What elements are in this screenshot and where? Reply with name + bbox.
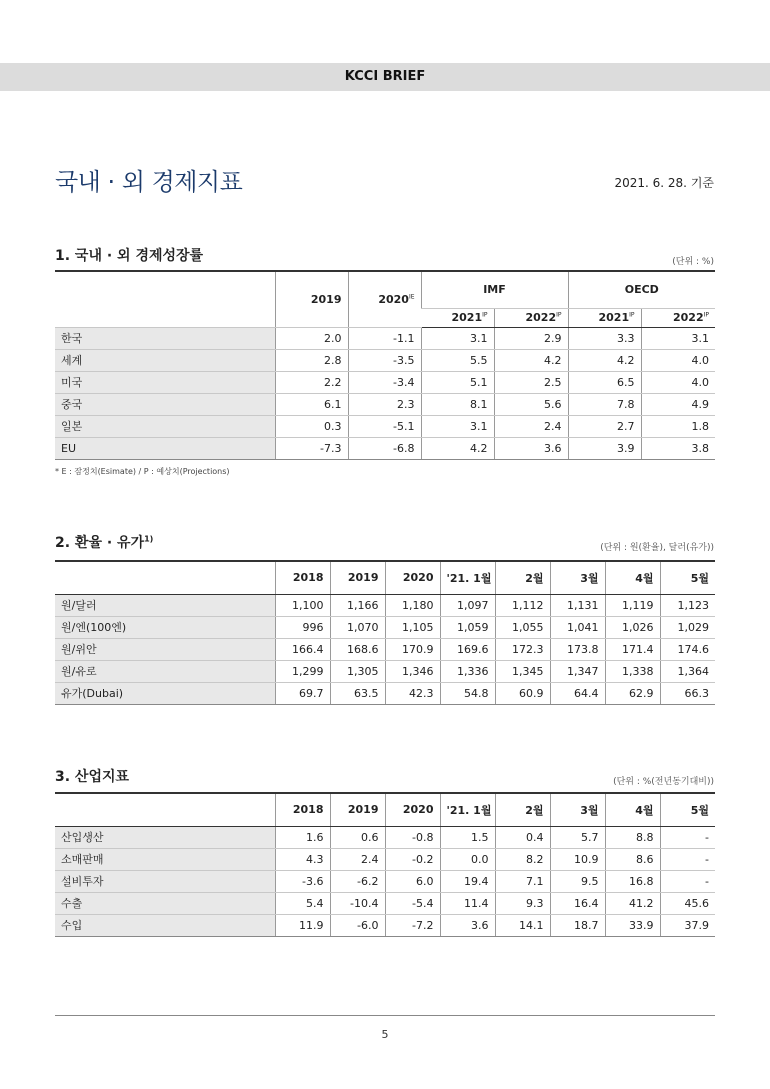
industry-col-7: 5월: [660, 793, 715, 826]
row-label: 원/엔(100엔): [55, 616, 275, 638]
cell-value: 4.0: [641, 349, 715, 371]
cell-value: 5.1: [421, 371, 494, 393]
cell-value: 1,305: [330, 660, 385, 682]
row-label: 일본: [55, 415, 275, 437]
cell-value: 11.9: [275, 914, 330, 936]
section3-title: 3. 산업지표: [55, 769, 130, 785]
cell-value: 1,097: [440, 594, 495, 616]
cell-value: -6.2: [330, 870, 385, 892]
page-number: 5: [381, 1028, 389, 1041]
growth-row: [55, 349, 715, 371]
footer-divider: [55, 1015, 715, 1016]
cell-value: 54.8: [440, 682, 495, 704]
row-label: 미국: [55, 371, 275, 393]
cell-value: 0.0: [440, 848, 495, 870]
cell-value: 1,346: [385, 660, 440, 682]
cell-value: 2.9: [494, 327, 568, 349]
cell-value: -3.4: [348, 371, 421, 393]
growth-row: [55, 437, 715, 459]
cell-value: 1,364: [660, 660, 715, 682]
cell-value: 2.0: [275, 327, 348, 349]
growth-group-imf: IMF: [421, 271, 568, 308]
exchange-col-3: '21. 1월: [440, 561, 495, 594]
cell-value: 2.7: [568, 415, 641, 437]
cell-value: -0.8: [385, 826, 440, 848]
cell-value: 69.7: [275, 682, 330, 704]
exchange-row: [55, 660, 715, 682]
cell-value: 3.9: [568, 437, 641, 459]
cell-value: -1.1: [348, 327, 421, 349]
growth-subcol-3: $2022^{IP}$: [641, 308, 715, 327]
cell-value: 8.2: [495, 848, 550, 870]
industry-row: [55, 914, 715, 936]
cell-value: 6.1: [275, 393, 348, 415]
cell-value: 1.8: [641, 415, 715, 437]
growth-footnote: * E : 잠정치(Esimate) / P : 예상치(Projections): [55, 467, 230, 476]
section2-unit: (단위 : 원(환율), 달러(유가)): [600, 543, 714, 553]
growth-rate-table: [55, 270, 715, 460]
cell-value: 8.6: [605, 848, 660, 870]
brief-header-bar: [0, 63, 770, 91]
row-label: 원/달러: [55, 594, 275, 616]
row-label: 수출: [55, 892, 275, 914]
cell-value: 42.3: [385, 682, 440, 704]
cell-value: -10.4: [330, 892, 385, 914]
cell-value: 1,055: [495, 616, 550, 638]
growth-row: [55, 393, 715, 415]
row-label: 한국: [55, 327, 275, 349]
cell-value: 16.8: [605, 870, 660, 892]
cell-value: 168.6: [330, 638, 385, 660]
cell-value: 1,299: [275, 660, 330, 682]
exchange-col-2: 2020: [385, 561, 440, 594]
cell-value: 171.4: [605, 638, 660, 660]
row-label: 세계: [55, 349, 275, 371]
cell-value: 62.9: [605, 682, 660, 704]
cell-value: 5.5: [421, 349, 494, 371]
cell-value: 1,166: [330, 594, 385, 616]
cell-value: 8.1: [421, 393, 494, 415]
cell-value: 996: [275, 616, 330, 638]
industry-table: [55, 792, 715, 937]
cell-value: 1,029: [660, 616, 715, 638]
cell-value: 1.6: [275, 826, 330, 848]
cell-value: 4.3: [275, 848, 330, 870]
growth-row: [55, 371, 715, 393]
growth-col-2020: $2020^{IE}$: [348, 271, 421, 327]
cell-value: 172.3: [495, 638, 550, 660]
exchange-col-4: 2월: [495, 561, 550, 594]
section1-title: 1. 국내 · 외 경제성장률: [55, 248, 204, 264]
cell-value: -5.1: [348, 415, 421, 437]
row-label: 산입생산: [55, 826, 275, 848]
growth-col-2019: 2019: [275, 271, 348, 327]
cell-value: -5.4: [385, 892, 440, 914]
cell-value: 66.3: [660, 682, 715, 704]
cell-value: 1,123: [660, 594, 715, 616]
cell-value: 5.7: [550, 826, 605, 848]
section2-title: 2. 환율 · 유가$^{1)}$: [55, 534, 154, 551]
row-label: EU: [55, 437, 275, 459]
cell-value: 4.9: [641, 393, 715, 415]
industry-col-5: 3월: [550, 793, 605, 826]
brief-brand: KCCI BRIEF: [344, 69, 426, 84]
cell-value: -7.3: [275, 437, 348, 459]
industry-col-1: 2019: [330, 793, 385, 826]
cell-value: 3.1: [421, 415, 494, 437]
cell-value: 3.1: [421, 327, 494, 349]
cell-value: -6.0: [330, 914, 385, 936]
row-label: 유가(Dubai): [55, 682, 275, 704]
cell-value: 2.4: [494, 415, 568, 437]
cell-value: 169.6: [440, 638, 495, 660]
exchange-col-0: 2018: [275, 561, 330, 594]
growth-group-oecd: OECD: [568, 271, 715, 308]
cell-value: 0.4: [495, 826, 550, 848]
cell-value: 41.2: [605, 892, 660, 914]
cell-value: 2.5: [494, 371, 568, 393]
cell-value: 1,105: [385, 616, 440, 638]
cell-value: 3.1: [641, 327, 715, 349]
cell-value: 9.3: [495, 892, 550, 914]
exchange-header-blank: [55, 561, 275, 594]
exchange-row: [55, 682, 715, 704]
cell-value: 6.0: [385, 870, 440, 892]
cell-value: 0.3: [275, 415, 348, 437]
section3-unit: (단위 : %(전년동기대비)): [613, 777, 714, 787]
cell-value: 1,100: [275, 594, 330, 616]
cell-value: 1,070: [330, 616, 385, 638]
cell-value: -: [660, 848, 715, 870]
exchange-col-6: 4월: [605, 561, 660, 594]
cell-value: 4.2: [421, 437, 494, 459]
exchange-col-1: 2019: [330, 561, 385, 594]
cell-value: 63.5: [330, 682, 385, 704]
cell-value: 11.4: [440, 892, 495, 914]
cell-value: 3.6: [440, 914, 495, 936]
row-label: 설비투자: [55, 870, 275, 892]
cell-value: 3.3: [568, 327, 641, 349]
cell-value: -6.8: [348, 437, 421, 459]
cell-value: -7.2: [385, 914, 440, 936]
cell-value: -: [660, 826, 715, 848]
cell-value: -3.6: [275, 870, 330, 892]
exchange-oil-table: [55, 560, 715, 705]
cell-value: 1.5: [440, 826, 495, 848]
exchange-col-7: 5월: [660, 561, 715, 594]
industry-col-0: 2018: [275, 793, 330, 826]
cell-value: 16.4: [550, 892, 605, 914]
cell-value: 60.9: [495, 682, 550, 704]
cell-value: 4.0: [641, 371, 715, 393]
cell-value: 170.9: [385, 638, 440, 660]
cell-value: 174.6: [660, 638, 715, 660]
industry-header-blank: [55, 793, 275, 826]
industry-col-6: 4월: [605, 793, 660, 826]
cell-value: 2.4: [330, 848, 385, 870]
cell-value: 19.4: [440, 870, 495, 892]
cell-value: 2.8: [275, 349, 348, 371]
growth-subcol-0: $2021^{IP}$: [421, 308, 494, 327]
exchange-row: [55, 638, 715, 660]
growth-subcol-2: $2021^{IP}$: [568, 308, 641, 327]
cell-value: 0.6: [330, 826, 385, 848]
industry-row: [55, 848, 715, 870]
cell-value: 1,180: [385, 594, 440, 616]
exchange-row: [55, 594, 715, 616]
industry-col-2: 2020: [385, 793, 440, 826]
row-label: 원/유로: [55, 660, 275, 682]
section1-unit: (단위 : %): [672, 257, 714, 267]
industry-row: [55, 870, 715, 892]
exchange-row: [55, 616, 715, 638]
cell-value: 7.8: [568, 393, 641, 415]
cell-value: 1,347: [550, 660, 605, 682]
cell-value: 1,119: [605, 594, 660, 616]
cell-value: 1,059: [440, 616, 495, 638]
cell-value: -3.5: [348, 349, 421, 371]
cell-value: 4.2: [494, 349, 568, 371]
growth-row: [55, 327, 715, 349]
growth-row: [55, 415, 715, 437]
page-title: 국내 · 외 경제지표: [55, 168, 243, 196]
industry-row: [55, 892, 715, 914]
cell-value: 10.9: [550, 848, 605, 870]
industry-col-3: '21. 1월: [440, 793, 495, 826]
cell-value: 2.3: [348, 393, 421, 415]
cell-value: -: [660, 870, 715, 892]
cell-value: 6.5: [568, 371, 641, 393]
cell-value: 5.4: [275, 892, 330, 914]
cell-value: 1,041: [550, 616, 605, 638]
cell-value: 7.1: [495, 870, 550, 892]
cell-value: 1,345: [495, 660, 550, 682]
growth-header-blank: [55, 271, 275, 327]
cell-value: 3.8: [641, 437, 715, 459]
industry-col-4: 2월: [495, 793, 550, 826]
cell-value: 166.4: [275, 638, 330, 660]
cell-value: 1,131: [550, 594, 605, 616]
cell-value: 9.5: [550, 870, 605, 892]
cell-value: 1,338: [605, 660, 660, 682]
row-label: 소매판매: [55, 848, 275, 870]
row-label: 중국: [55, 393, 275, 415]
cell-value: 1,026: [605, 616, 660, 638]
cell-value: 173.8: [550, 638, 605, 660]
industry-row: [55, 826, 715, 848]
cell-value: 64.4: [550, 682, 605, 704]
exchange-col-5: 3월: [550, 561, 605, 594]
cell-value: 3.6: [494, 437, 568, 459]
cell-value: 2.2: [275, 371, 348, 393]
cell-value: 5.6: [494, 393, 568, 415]
growth-subcol-1: $2022^{IP}$: [494, 308, 568, 327]
cell-value: 14.1: [495, 914, 550, 936]
row-label: 수입: [55, 914, 275, 936]
cell-value: 37.9: [660, 914, 715, 936]
cell-value: 8.8: [605, 826, 660, 848]
cell-value: 45.6: [660, 892, 715, 914]
cell-value: 4.2: [568, 349, 641, 371]
cell-value: 18.7: [550, 914, 605, 936]
cell-value: 1,336: [440, 660, 495, 682]
reference-date: 2021. 6. 28. 기준: [614, 176, 714, 190]
cell-value: 1,112: [495, 594, 550, 616]
cell-value: 33.9: [605, 914, 660, 936]
row-label: 원/위안: [55, 638, 275, 660]
cell-value: -0.2: [385, 848, 440, 870]
